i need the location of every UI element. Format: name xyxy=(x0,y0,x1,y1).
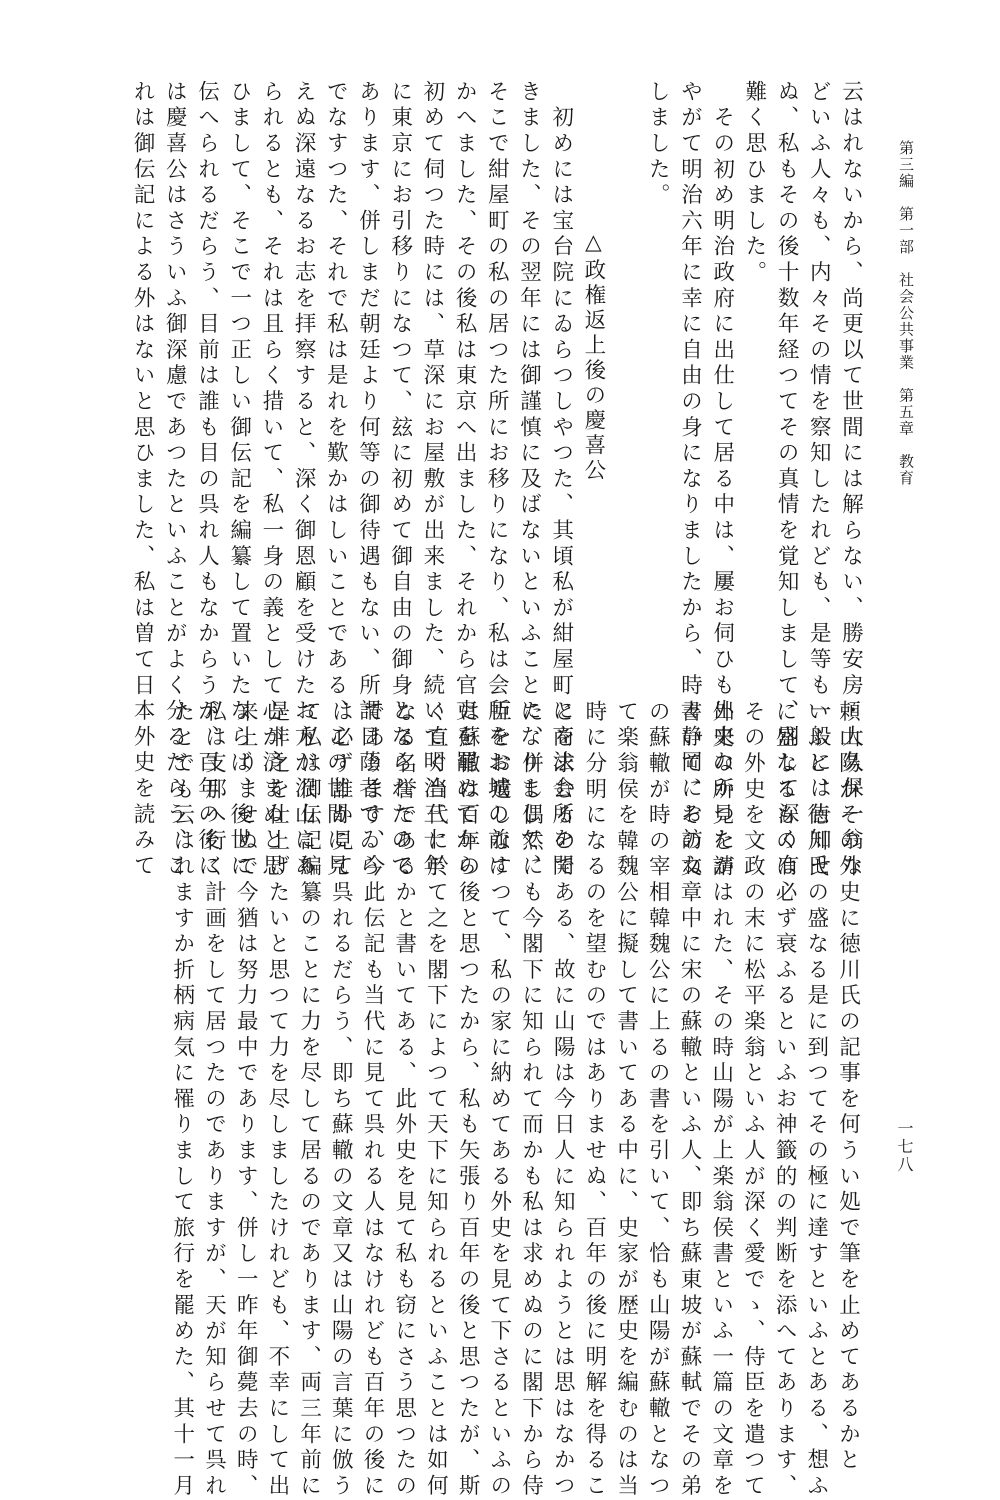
text-column: の蘇轍が時の宰相韓魏公に上るの書を引いて、恰も山陽が蘇轍となつ xyxy=(645,700,671,1500)
text-column: ひまして、そこで一つ正しい御伝記を編纂して置いたならば、後世に xyxy=(226,80,252,880)
text-column: 初めて伺つた時には、草深にお屋敷が出来ました、続いて明治三十年 xyxy=(419,80,445,880)
text-column: に東京にお引移りになつて、玆に初めて御自由の御身となられたので xyxy=(387,80,413,880)
text-column: 頼山陽がその外史に徳川氏の記事を何うい処で筆を止めてあるかと xyxy=(835,700,861,1474)
text-column: そこで紺屋町の私の居つた所にお移りになり、私は会所をお城の前に xyxy=(484,80,510,880)
text-column: 伝へられるだらう、目前は誰も目の呉れ人もなからうが、百年の後に xyxy=(194,80,220,880)
text-column: て私は御伝記編纂のことに力を尽して居るのであります、両三年前に xyxy=(296,700,322,1500)
text-column: なる名誉であるかと書いてある、此外史を見て私も窃にさう思つたの xyxy=(391,700,417,1500)
text-column: やがて明治六年に幸に自由の身になりましたから、時々静岡にお訪ね xyxy=(677,80,703,880)
text-column: は蘇轍は百年の後と思つたから、私も矢張り百年の後と思つたが、斯 xyxy=(455,700,481,1500)
text-column: あります、併しまだ朝廷より何等の御待遇もない、所謂日蔭者でゐら xyxy=(355,80,381,880)
text-column: 臣をお遣しなすつて、私の家に納めてある外史を見て下さるといふの xyxy=(486,700,512,1500)
section-heading: △政権返上後の慶喜公 xyxy=(580,80,606,484)
running-header: 第三編 第一部 社会公共事業 第五章 教育 xyxy=(897,140,915,487)
text-column: きました、その翌年には御謹慎に及ばないといふことになりまして、 xyxy=(516,80,542,880)
text-column: どいふ人々も、内々その情を察知したれども、是等も一般には告知せ xyxy=(806,80,832,880)
text-column: られるとも、それは且らく措いて、私一身の義として心が済まぬと思 xyxy=(258,80,284,880)
text-column: しました。 xyxy=(645,80,671,209)
text-column: とを求むるのである、故に山陽は今日人に知られようとは思はなかつ xyxy=(550,700,576,1500)
text-column: 書いて、その文章中に宋の蘇轍といふ人、即ち蘇東坡が蘇軾でその弟 xyxy=(677,700,702,1500)
text-column: た、併し偶然にも今閣下に知られて而かも私は求めぬのに閣下から侍 xyxy=(518,700,544,1500)
text-column: は必ず誰か見て呉れるだらう、即ち蘇轍の文章又は山陽の言葉に倣う xyxy=(328,700,354,1500)
text-column: 難く思ひました。 xyxy=(741,80,767,287)
text-column: 是非之を仕上げたいと思つて力を尽しましたけれども、不幸にして出 xyxy=(264,700,290,1500)
text-column: その初め明治政府に出仕して居る中は、屢お伺ひも出来なかつたが xyxy=(709,80,735,880)
text-column: く直ぐ当代に於て之を閣下によつて天下に知られるといふことは如何 xyxy=(423,700,449,1500)
text-column: 初めには宝台院にゐらつしやつた、其頃私が紺屋町に商法会所を開 xyxy=(548,80,574,880)
text-column: に盛なるものは必ず衰ふるといふお神籤的の判断を添へてあります、 xyxy=(772,700,798,1500)
text-column: たとでも云はれますか折柄病気に罹りまして旅行を罷めた、其十一月 xyxy=(169,700,195,1500)
text-column: かへました、その後私は東京へ出ました、それから官吏を罷めてから xyxy=(452,80,478,880)
page-number: 一七八 xyxy=(895,1120,914,1174)
text-column: その外史を文政の末に松平楽翁といふ人が深く愛でゝ、侍臣を遣つて xyxy=(740,700,766,1500)
text-column: でなすつた、それで私は是れを歎かはしいことである、この世間に見 xyxy=(323,80,349,880)
text-column: 云はれないから、尚更以て世間には解らない、勝安房・大久保一翁な xyxy=(838,80,864,880)
text-column: は慶喜公はさういふ御深慮であつたといふことがよく分るだらう、こ xyxy=(162,80,188,880)
text-column: であります、今此伝記も当代に見て呉れる人はなけれども百年の後に xyxy=(360,700,385,1500)
text-column: ぬ、私もその後十数年経つてその真情を覚知しまして、別して深く有 xyxy=(774,80,800,880)
text-column: 外史の所見を請はれた、その時山陽が上楽翁侯書といふ一篇の文章を xyxy=(708,700,734,1500)
text-column: て楽翁侯を韓魏公に擬して書いてある中に、史家が歴史を編むのは当 xyxy=(613,700,639,1500)
text-column: いふと、徳川氏の盛なる是に到つてその極に達すといふとある、想ふ xyxy=(803,700,829,1500)
text-column: 時に分明になるのを望むのではありませぬ、百年の後に明解を得るこ xyxy=(581,700,607,1500)
text-column: れは御伝記による外はないと思ひました、私は曽て日本外史を読みて xyxy=(130,80,156,880)
text-column: えぬ深遠なるお志を拝察すると、深く御恩顧を受けたお方が沢山にあ xyxy=(291,80,317,880)
text-column: 私は支那へ行く計画をして居つたのでありますが、天が知らせて呉れ xyxy=(201,700,227,1500)
text-column: 来上りませぬで今猶は努力最中であります、併し一昨年御薨去の時、 xyxy=(233,700,259,1500)
